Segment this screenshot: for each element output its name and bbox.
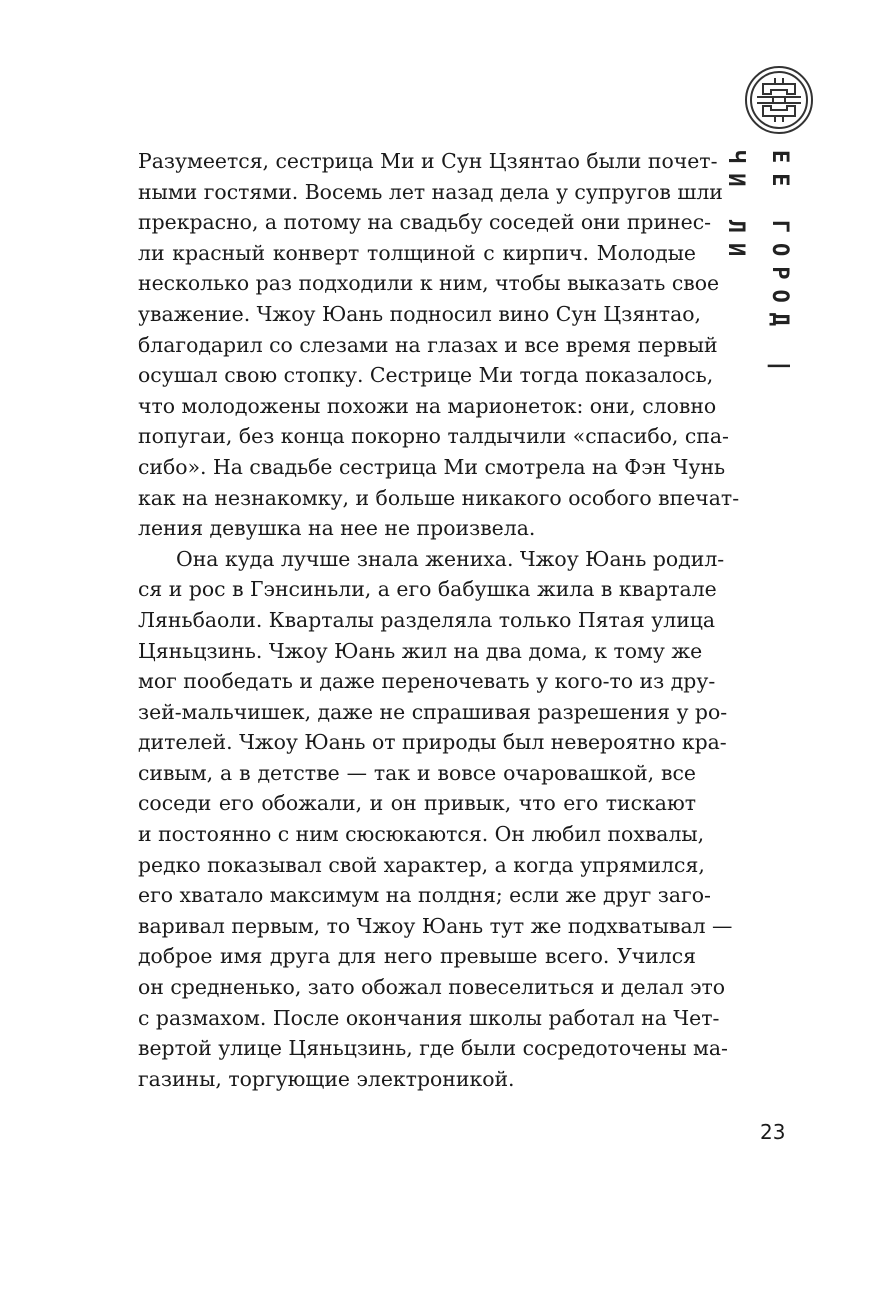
text-line: его хватало максимум на полдня; если же друг заго- [138,883,711,908]
chinese-knot-emblem-icon [743,64,815,136]
text-line: Разумеется, сестрица Ми и Сун Цзянтао были почет- [138,149,718,173]
text-line: соседи его обожали, и он привык, что его тискают [138,791,696,816]
paragraph-2 [138,544,733,1095]
text-line: несколько раз подходили к ним, чтобы выказать свое [138,271,720,296]
text-line: вертой улице Цяньцзинь, где были сосредоточены ма- [138,1036,728,1061]
page-number: 23 [760,1120,786,1144]
book-vertical-title: ЕЕ ГОРОД | ЧИ ЛИ [723,150,792,383]
text-line: газины, торгующие электроникой. [138,1066,515,1091]
text-line: прекрасно, а потому на свадьбу соседей они принес- [138,210,712,235]
paragraph-1 [138,146,740,544]
text-line: он средненько, зато обожал повеселиться и делал это [138,975,726,1000]
text-line: сивым, а в детстве — так и вовсе очаровашкой, все [138,760,696,785]
text-line: редко показывал свой характер, а когда упрямился, [138,852,705,877]
text-line: варивал первым, то Чжоу Юань тут же подхватывал — [138,913,733,938]
text-line: Она куда лучше знала жениха. Чжоу Юань родил- [176,546,725,571]
text-line: попугаи, без конца покорно талдычили «спасибо, спа- [138,424,729,449]
text-line: с размахом. После окончания школы работал на Чет- [138,1005,720,1030]
text-line: ными гостями. Восемь лет назад дела у супругов шли [138,179,723,204]
text-line: мог пообедать и даже переночевать у кого-то из дру- [138,669,716,694]
text-line: Ляньбаоли. Кварталы разделяла только Пятая улица [138,607,716,632]
text-line: сибо». На свадьбе сестрица Ми смотрела на Фэн Чунь [138,454,726,479]
text-line: Цяньцзинь. Чжоу Юань жил на два дома, к тому же [138,638,703,663]
text-line: что молодожены похожи на марионеток: они, словно [138,393,717,418]
text-line: уважение. Чжоу Юань подносил вино Сун Цзянтао, [138,301,701,326]
text-line: ления девушка на нее не произвела. [138,516,536,541]
text-line: дителей. Чжоу Юань от природы был невероятно кра- [138,730,727,755]
text-line: и постоянно с ним сюсюкаются. Он любил похвалы, [138,822,705,847]
text-line: зей-мальчишек, даже не спрашивая разрешения у ро- [138,699,728,724]
text-line: осушал свою стопку. Сестрице Ми тогда показалось, [138,363,714,388]
text-line: ли красный конверт толщиной с кирпич. Молодые [138,240,696,265]
text-line: ся и рос в Гэнсиньли, а его бабушка жила в квартале [138,577,717,602]
text-line: доброе имя друга для него превыше всего. Учился [138,944,696,969]
text-line: как на незнакомку, и больше никакого особого впечат- [138,485,740,510]
text-line: благодарил со слезами на глазах и все время первый [138,332,718,357]
body-text [138,146,740,1094]
